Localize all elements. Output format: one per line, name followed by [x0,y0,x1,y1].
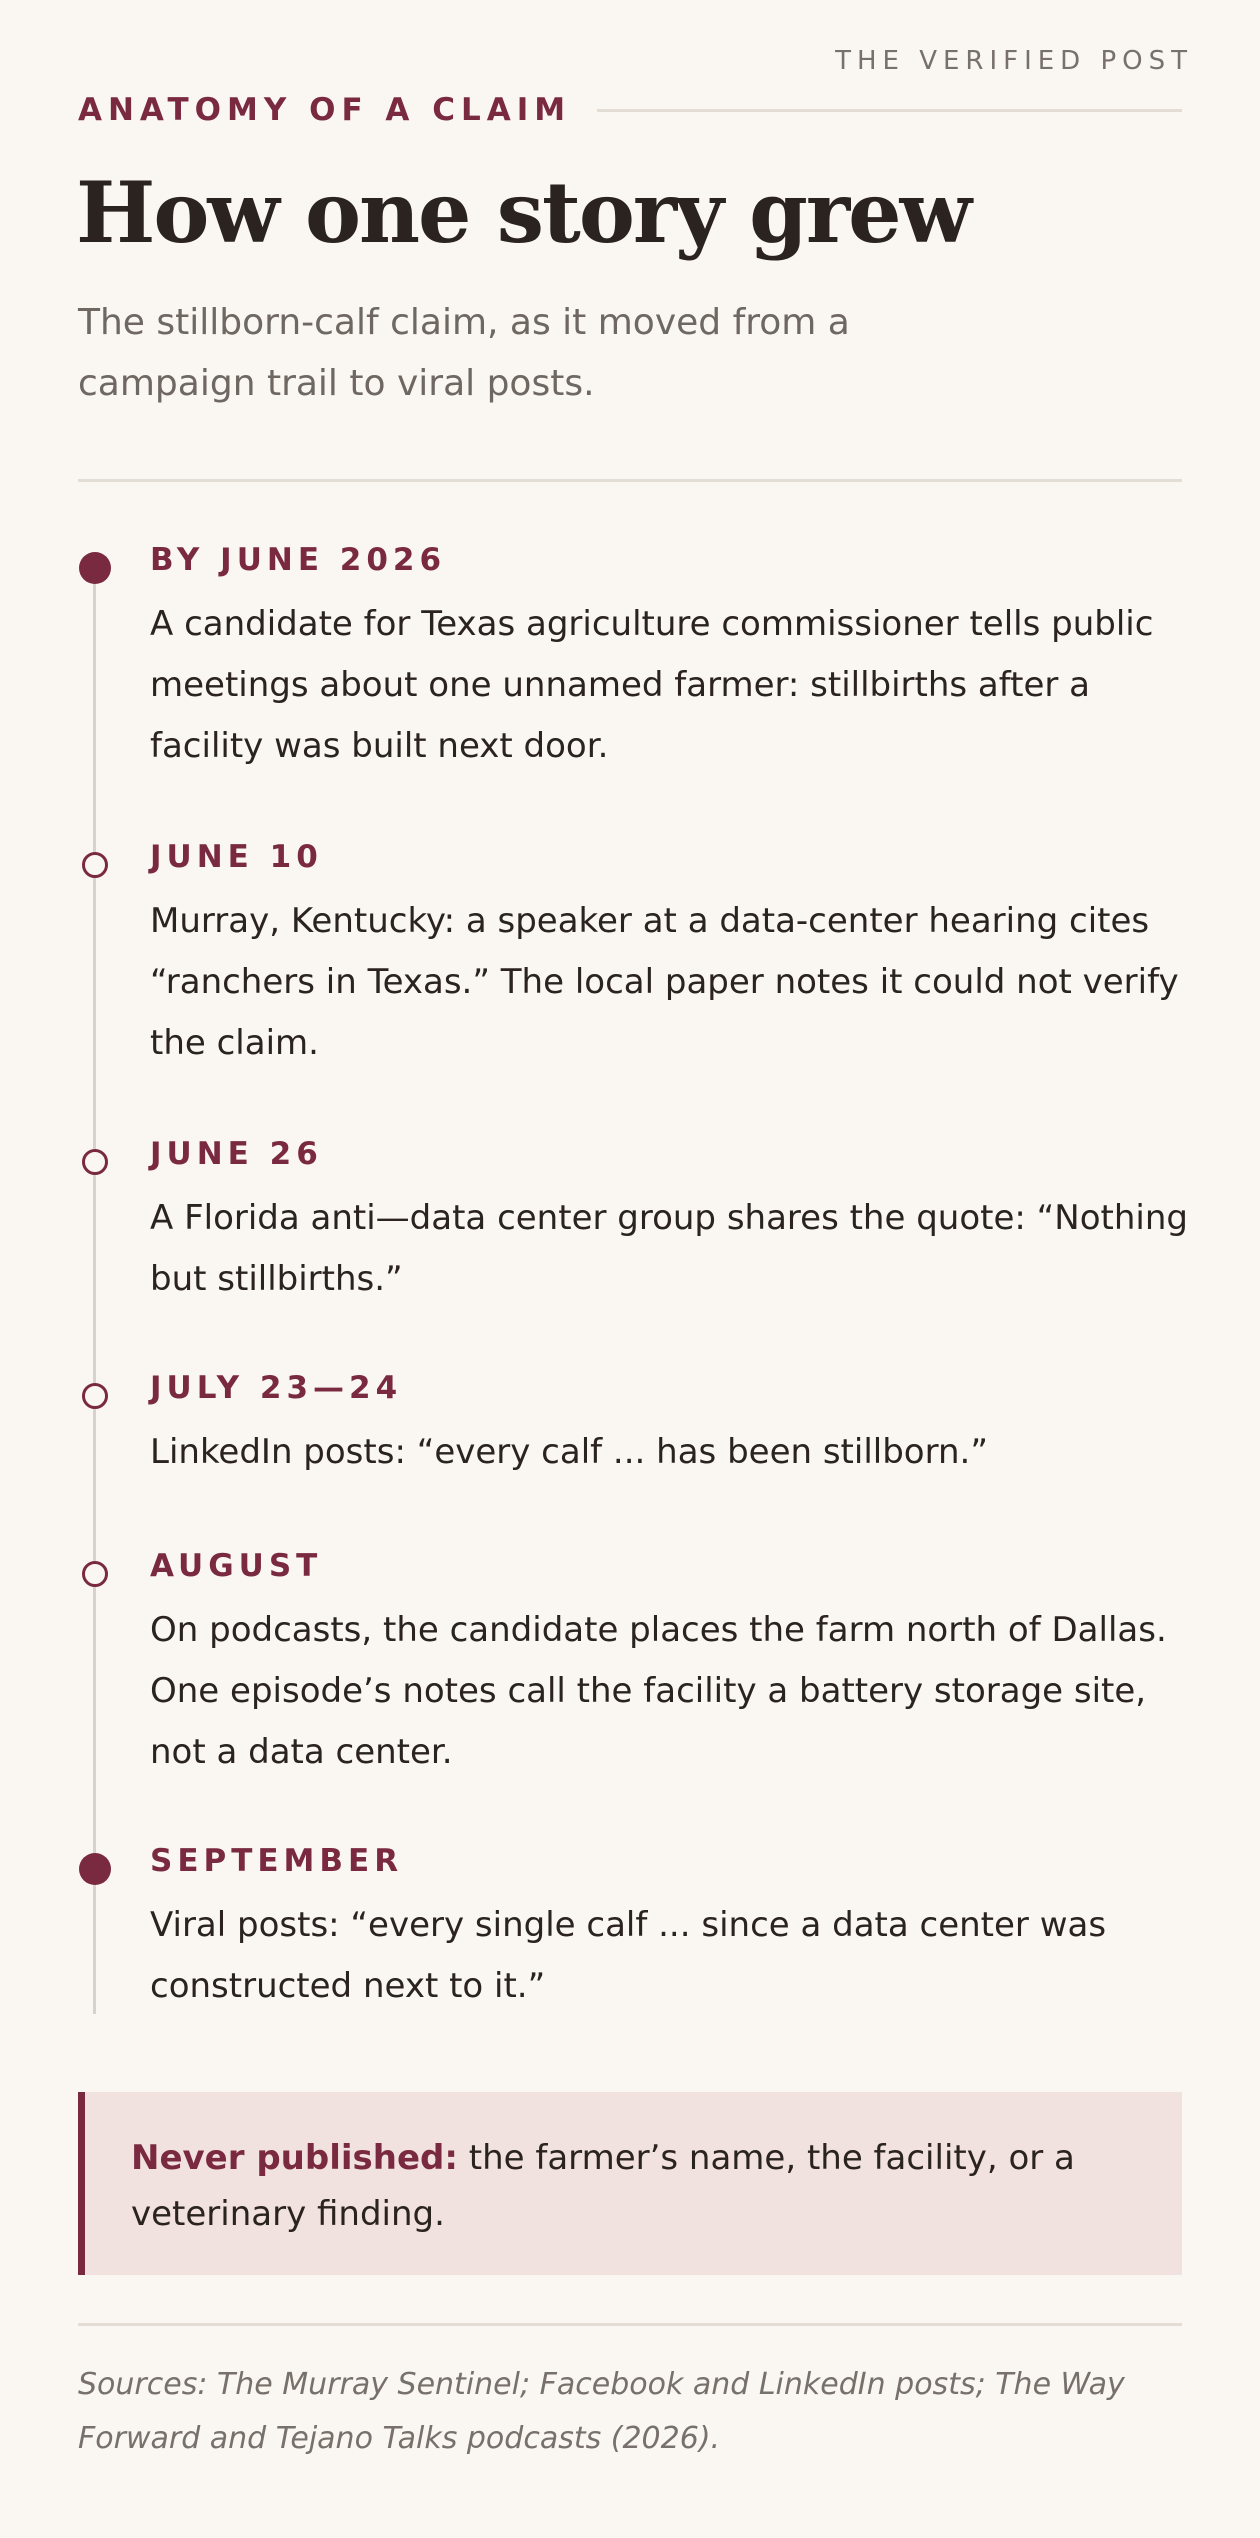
timeline-event [150,1546,1190,1783]
event-date: AUGUST [150,1548,323,1584]
header-divider [78,479,1182,482]
timeline-marker-hollow [82,1561,108,1587]
event-description: Murray, Kentucky: a speaker at a data-center hearing cites “ranchers in Texas.” The local paper notes it could not verify the claim. [150,901,1179,1063]
timeline-marker-hollow [82,1149,108,1175]
event-description: Viral posts: “every single calf ... since a data center was constructed next to it.” [150,1905,1107,2006]
kicker: ANATOMY OF A CLAIM [78,92,572,128]
event-description: LinkedIn posts: “every calf ... has been stillborn.” [150,1432,988,1472]
footer-divider [78,2323,1182,2326]
timeline-event [150,540,1190,777]
timeline-event [150,1841,1190,2017]
timeline-line [93,570,96,2014]
timeline-marker-filled [79,552,111,584]
timeline-event [150,1134,1190,1310]
never-published-callout [78,2092,1182,2275]
event-date: JULY 23—24 [150,1370,403,1406]
timeline-event [150,837,1190,1074]
kicker-divider [597,109,1182,112]
callout-body: the farmer’s name, the facility, or a veterinary finding. [131,2138,1075,2234]
event-date: SEPTEMBER [150,1843,404,1879]
event-date: JUNE 10 [150,839,323,875]
sources-note: Sources: The Murray Sentinel; Facebook and LinkedIn posts; The Way Forward and Tejano Talks podcasts (2026). [78,2367,1125,2456]
timeline-marker-hollow [82,1383,108,1409]
timeline-marker-filled [79,1853,111,1885]
event-description: A candidate for Texas agriculture commissioner tells public meetings about one unnamed farmer: stillbirths after a facility was built next door. [150,604,1154,766]
event-description: On podcasts, the candidate places the farm north of Dallas. One episode’s notes call the facility a battery storage site, not a data center. [150,1610,1167,1772]
event-date: BY JUNE 2026 [150,542,447,578]
callout-label: Never published: [131,2138,458,2178]
publisher-name: THE VERIFIED POST [835,46,1193,76]
dek: The stillborn-calf claim, as it moved from a campaign trail to viral posts. [78,302,850,404]
timeline-marker-hollow [82,852,108,878]
event-description: A Florida anti—data center group shares the quote: “Nothing but stillbirths.” [150,1198,1188,1299]
headline: How one story grew [76,163,970,262]
event-date: JUNE 26 [150,1136,323,1172]
kicker-row [78,90,1182,130]
timeline-event [150,1368,1190,1483]
callout-text [131,2130,1142,2242]
